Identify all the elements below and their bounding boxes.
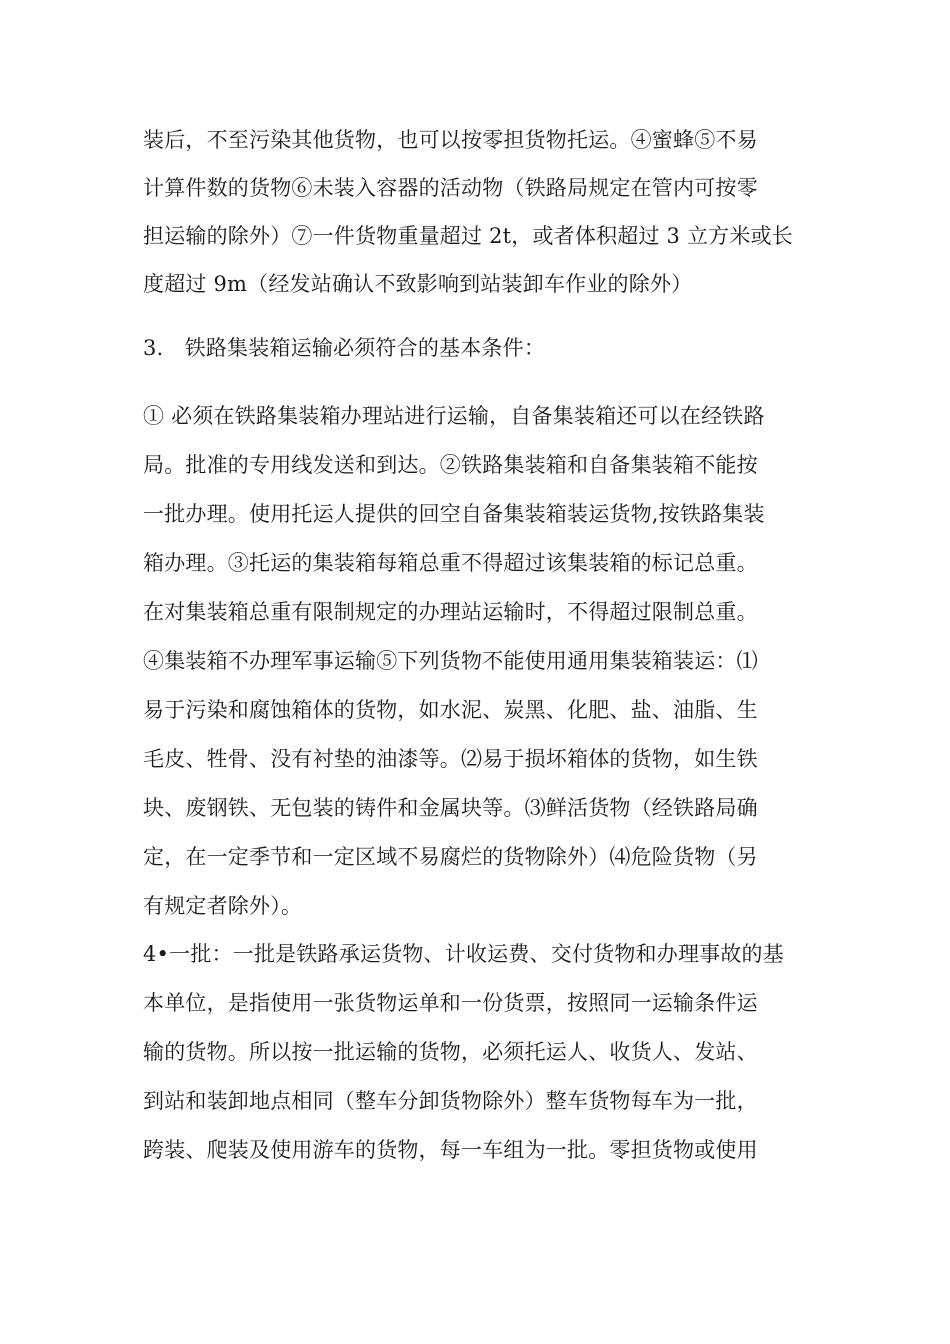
text-line-16: 有规定者除外）。 (143, 894, 303, 918)
text-line-9: 箱办理。③托运的集装箱每箱总重不得超过该集装箱的标记总重。 (143, 551, 758, 575)
section-heading-4: 4•一批：一批是铁路承运货物、计收运费、交付货物和办理事故的基 (143, 942, 784, 966)
text-line-19: 输的货物。所以按一批运输的货物，必须托运人、收货人、发站、 (143, 1040, 758, 1064)
section-heading-3: 3. 铁路集装箱运输必须符合的基本条件： (143, 336, 546, 360)
text-line-20: 到站和装卸地点相同（整车分卸货物除外）整车货物每车为一批， (143, 1089, 758, 1113)
text-line-10: 在对集装箱总重有限制规定的办理站运输时，不得超过限制总重。 (143, 600, 758, 624)
text-line-4: 度超过 9m（经发站确认不致影响到站装卸车作业的除外） (143, 272, 693, 296)
text-line-15: 定，在一定季节和一定区域不易腐烂的货物除外）⑷危险货物（另 (143, 845, 758, 869)
text-line-21: 跨装、爬装及使用游车的货物，每一车组为一批。零担货物或使用 (143, 1138, 758, 1162)
text-line-14: 块、废钢铁、无包装的铸件和金属块等。⑶鲜活货物（经铁路局确 (143, 796, 758, 820)
text-line-2: 计算件数的货物⑥未装入容器的活动物（铁路局规定在管内可按零 (143, 176, 758, 200)
text-line-7: 局。批准的专用线发送和到达。②铁路集装箱和自备集装箱不能按 (143, 453, 758, 477)
text-line-6: ① 必须在铁路集装箱办理站进行运输，自备集装箱还可以在经铁路 (143, 404, 765, 428)
text-line-1: 装后，不至污染其他货物，也可以按零担货物托运。④蜜蜂⑤不易 (143, 128, 758, 152)
text-line-8: 一批办理。使用托运人提供的回空自备集装箱装运货物,按铁路集装 (143, 502, 765, 526)
text-line-13: 毛皮、牲骨、没有衬垫的油漆等。⑵易于损坏箱体的货物，如生铁 (143, 747, 758, 771)
text-line-12: 易于污染和腐蚀箱体的货物，如水泥、炭黑、化肥、盐、油脂、生 (143, 698, 758, 722)
text-line-3: 担运输的除外）⑦一件货物重量超过 2t，或者体积超过 3 立方米或长 (143, 224, 793, 248)
text-line-11: ④集装箱不办理军事运输⑤下列货物不能使用通用集装箱装运：⑴ (143, 649, 758, 673)
text-line-18: 本单位，是指使用一张货物运单和一份货票，按照同一运输条件运 (143, 991, 758, 1015)
